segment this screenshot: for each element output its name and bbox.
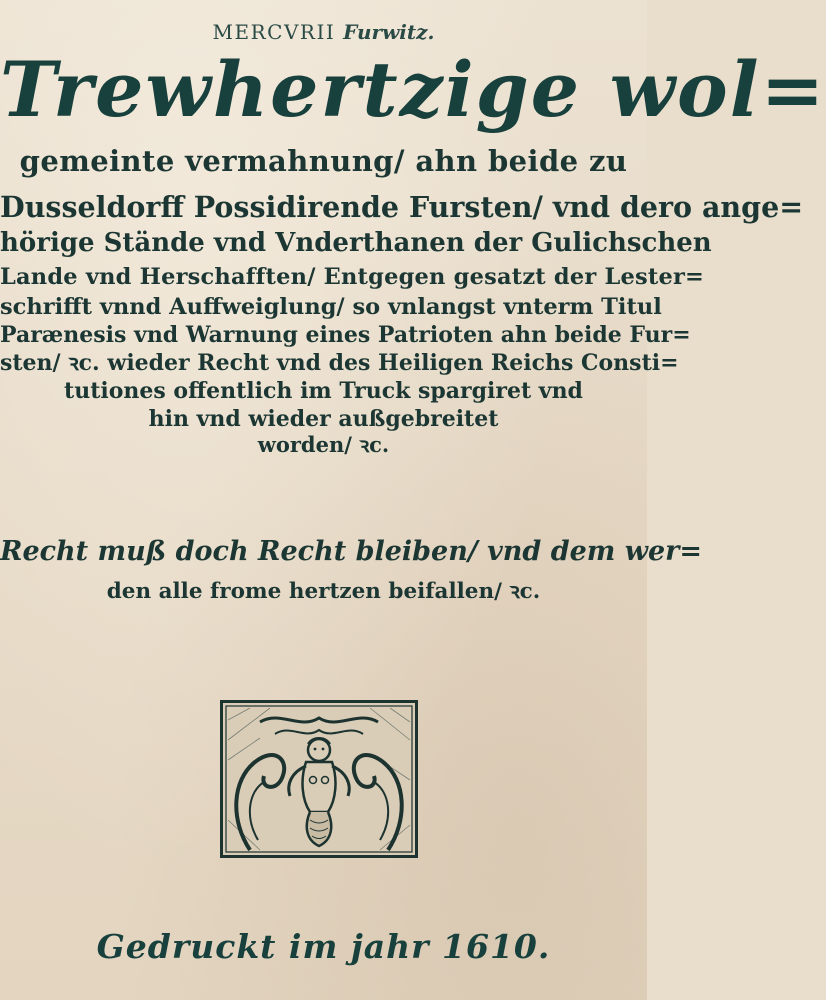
body-line-7: sten/ ꝛc. wieder Recht vnd des Heiligen Reichs Consti= xyxy=(0,350,679,376)
body-line-1: gemeinte vermahnung/ ahn beide zu xyxy=(19,144,628,178)
woodcut-vignette xyxy=(220,700,418,858)
motto-line-2: den alle frome hertzen beifallen/ ꝛc. xyxy=(106,579,541,604)
body-line-2: Dusseldorff Possidirende Fursten/ vnd dero ange= xyxy=(0,190,804,224)
mermaid-woodcut-icon xyxy=(220,700,418,858)
author-epithet: Furwitz. xyxy=(343,20,435,44)
imprint-line: Gedruckt im jahr 1610. xyxy=(96,927,551,966)
main-title: Trewhertzige wol= xyxy=(0,45,826,134)
body-line-4: Lande vnd Herschafften/ Entgegen gesatzt der Lester= xyxy=(0,264,705,290)
author-name: MERCVRII xyxy=(212,20,336,44)
body-line-10: worden/ ꝛc. xyxy=(257,432,390,457)
body-line-9: hin vnd wieder außgebreitet xyxy=(148,406,499,432)
body-line-5: schrifft vnnd Auffweiglung/ so vnlangst vnterm Titul xyxy=(0,294,662,320)
motto-line-1: Recht muß doch Recht bleiben/ vnd dem wer= xyxy=(0,536,702,567)
author-line xyxy=(0,22,647,42)
body-line-6: Parænesis vnd Warnung eines Patrioten ahn beide Fur= xyxy=(0,322,691,348)
body-line-8: tutiones offentlich im Truck spargiret vnd xyxy=(64,378,583,404)
body-line-3: hörige Stände vnd Vnderthanen der Gulichschen xyxy=(0,228,712,258)
